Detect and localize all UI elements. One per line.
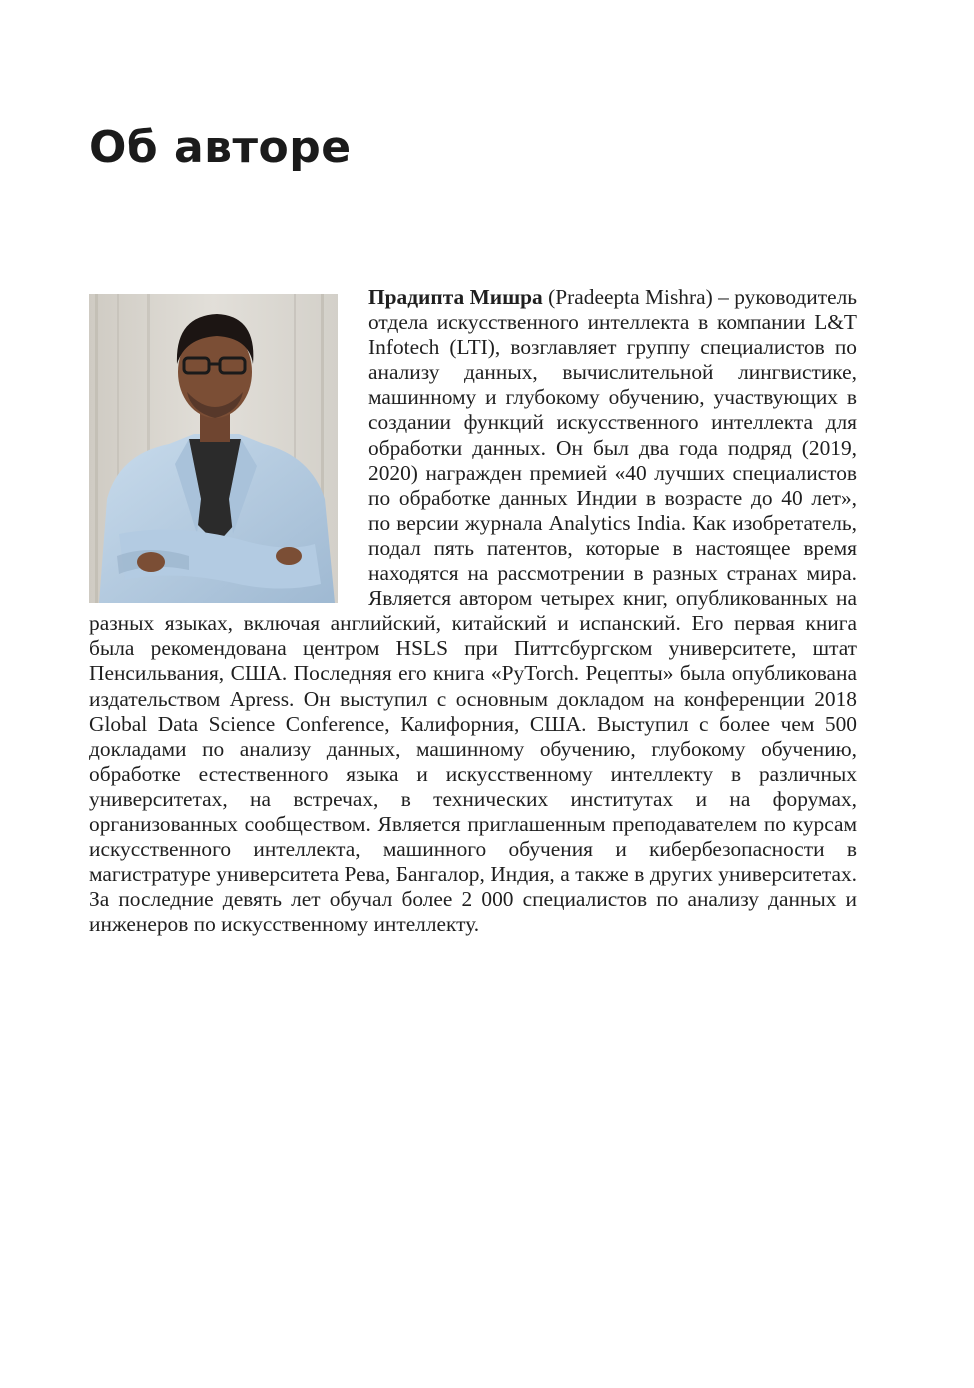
bio-text: (Pradeepta Mishra) – руководитель отдела искусственного интеллекта в компании L&T Infotech (LTI), возглавляет группу специалистов по анализу данных, вычислительной лингвистике, машинному и глубокому обучению, участвующих в создании функций искусственного интеллекта для обработки данных. Он был два года подряд (2019, 2020) награжден премией «40 лучших специалистов по обработке данных Индии в возрасте до 40 лет», по версии журнала Analytics India. Как изобретатель, подал пять патентов, которые в настоящее время находятся на рассмотрении в разных странах мира. Является автором четырех книг, опубликованных на разных языках, включая английский, китайский и испанский. Его первая книга была рекомендована центром HSLS при Питтсбургском университете, штат Пенсильвания, США. Последняя его книга «PyTorch. Рецепты» была опубликована издательством Apress. Он выступил с основным докладом на конференции 2018 Global Data Science Conference, Калифорния, США. Выступил с более чем 500 докладами по анализу данных, машинному обучению, глубокому обучению, обработке естественного языка и искусственному интеллекту в различных университетах, на встречах, в технических институтах и на форумах, организованных сообществом. Является приглашенным преподавателем по курсам искусственного интеллекта, машинного обучения и кибербезопасности в магистратуре университета Рева, Бангалор, Индия, а также в других университетах. За последние девять лет обучал более 2 000 специалистов по анализу данных и инженеров по искусственному интеллекту. — [89, 285, 857, 937]
page-title: Об авторе — [89, 122, 352, 173]
author-bio — [89, 285, 857, 937]
author-photo — [89, 294, 338, 603]
author-name: Прадипта Мишра — [368, 285, 543, 309]
